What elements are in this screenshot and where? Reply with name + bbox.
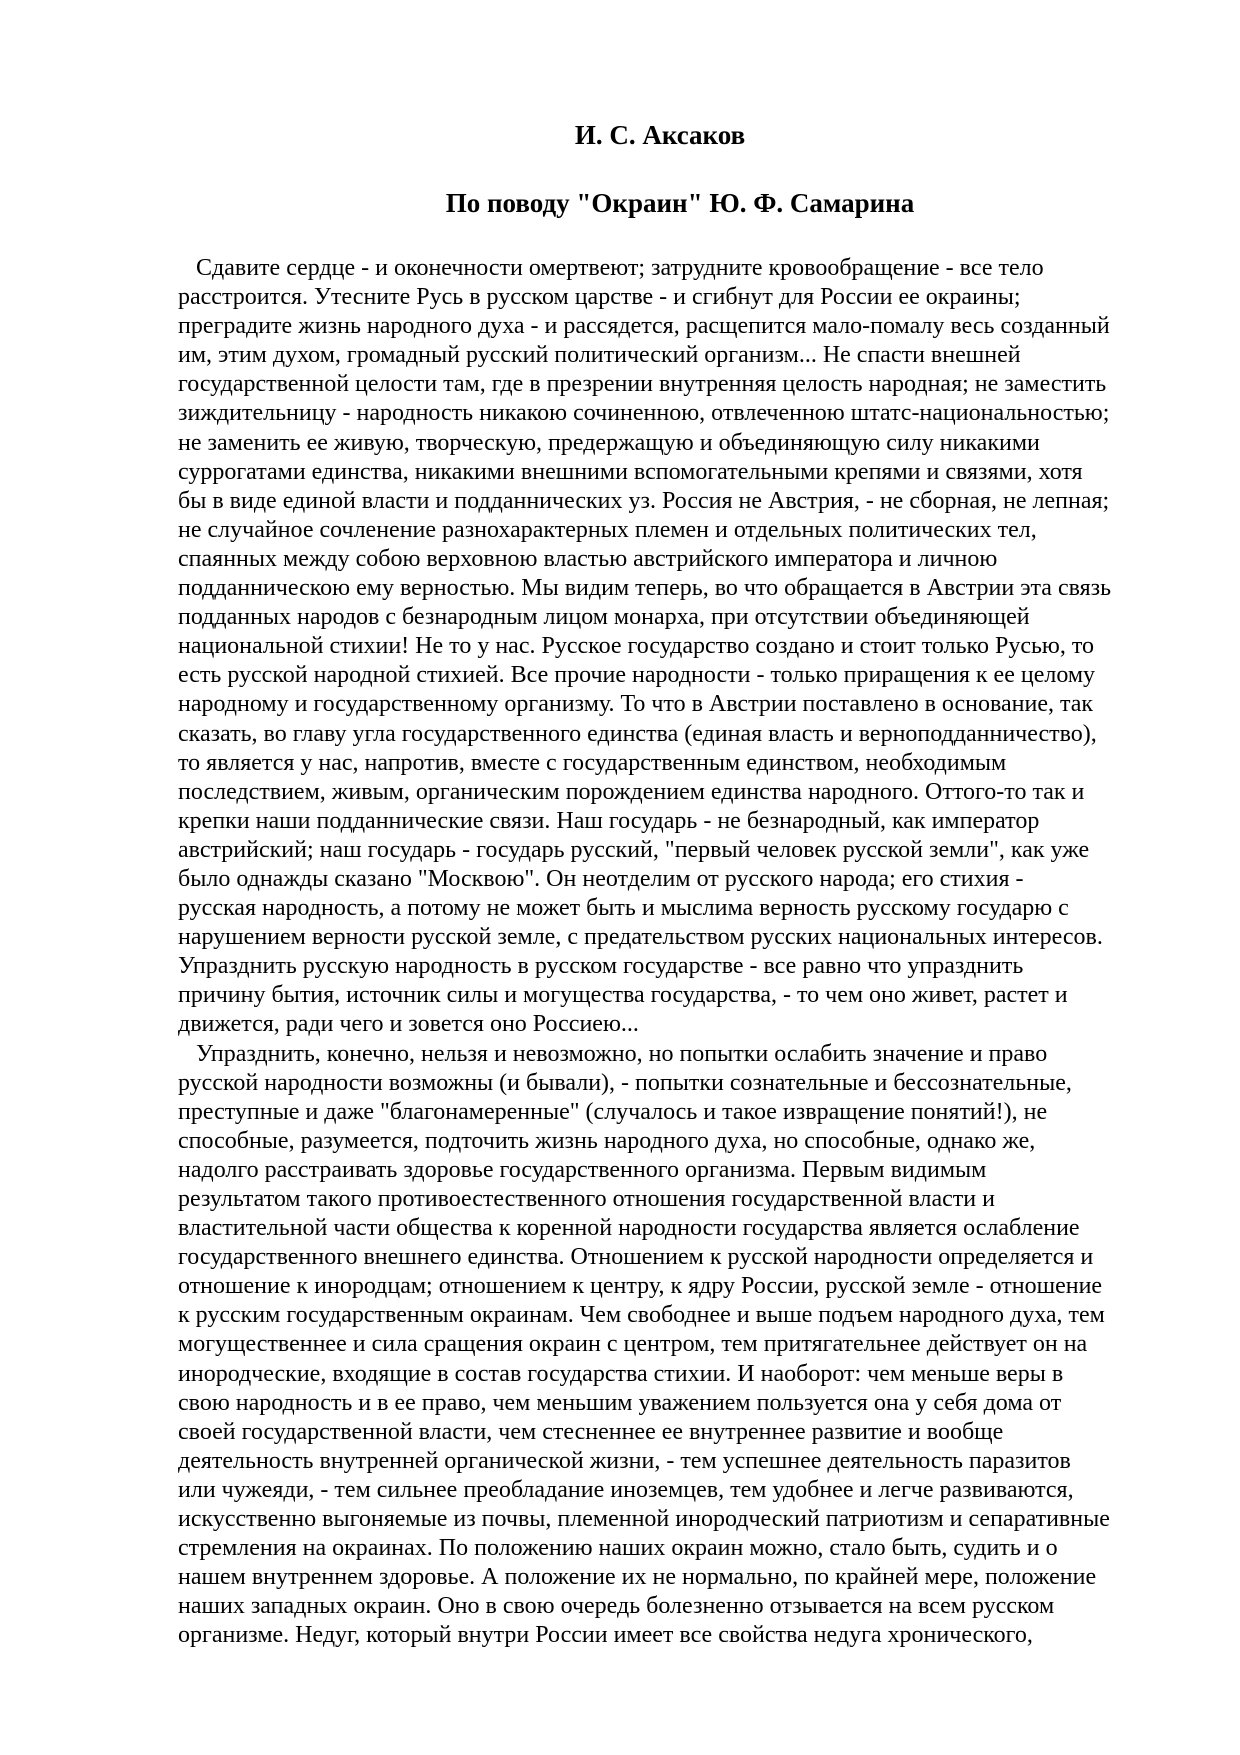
text-line: народному и государственному организму. То что в Австрии поставлено в основание, так [178, 691, 1094, 718]
text-line: есть русской народной стихией. Все прочие народности - только приращения к ее целому [178, 662, 1096, 689]
text-line: государственной целости там, где в презрении внутренняя целость народная; не заместить [178, 371, 1107, 398]
text-line: Сдавите сердце - и оконечности омертвеют; затрудните кровообращение - все тело [196, 255, 1044, 281]
article-title: По поводу "Окраин" Ю. Ф. Самарина [445, 188, 915, 218]
text-line: им, этим духом, громадный русский политический организм... Не спасти внешней [178, 342, 1021, 369]
text-line: нашем внутреннем здоровье. А положение их не нормально, по крайней мере, положение [178, 1564, 1097, 1591]
text-line: или чужеяди, - тем сильнее преобладание иноземцев, тем удобнее и легче развиваются, [178, 1476, 1074, 1503]
text-line: Упразднить, конечно, нельзя и невозможно, но попытки ослабить значение и право [196, 1040, 1048, 1067]
text-line: своей государственной власти, чем стесненнее ее внутреннее развитие и вообще [178, 1418, 1004, 1445]
text-line: могущественнее и сила сращения окраин с центром, тем притягательнее действует он на [178, 1331, 1088, 1358]
text-line: расстроится. Утесните Русь в русском царстве - и сгибнут для России ее окраины; [178, 284, 1021, 311]
text-line: сказать, во главу угла государственного единства (единая власть и верноподданничество), [178, 720, 1097, 747]
text-line: то является у нас, напротив, вместе с государственным единством, необходимым [178, 749, 1007, 776]
text-line: крепки наши подданнические связи. Наш государь - не безнародный, как император [178, 807, 1040, 834]
text-line: австрийский; наш государь - государь русский, "первый человек русской земли", как уже [178, 836, 1090, 863]
text-line: движется, ради чего и зовется оно Россиею... [178, 1011, 639, 1038]
text-line: инородческие, входящие в состав государства стихии. И наоборот: чем меньше веры в [178, 1360, 1064, 1387]
text-line: было однажды сказано "Москвою". Он неотделим от русского народа; его стихия - [178, 865, 1024, 892]
text-line: организме. Недуг, который внутри России имеет все свойства недуга хронического, [178, 1622, 1033, 1649]
text-line: преступные и даже "благонамеренные" (случалось и такое извращение понятий!), не [178, 1098, 1048, 1125]
text-line: властительной части общества к коренной народности государства является ослабление [178, 1215, 1080, 1242]
paragraph [178, 1040, 1178, 1651]
text-line: свою народность и в ее право, чем меньшим уважением пользуется она у себя дома от [178, 1389, 1062, 1416]
article-body [178, 254, 1178, 1651]
text-line: не случайное сочленение разнохарактерных племен и отдельных политических тел, [178, 516, 1037, 543]
text-line: нарушением верности русской земле, с предательством русских национальных интересов. [178, 924, 1103, 951]
text-line: деятельность внутренней органической жизни, - тем успешнее деятельность паразитов [178, 1447, 1071, 1474]
author-heading: И. С. Аксаков [574, 120, 746, 150]
text-line: не заменить ее живую, творческую, предержащую и объединяющую силу никакими [178, 429, 1040, 456]
text-line: Упразднить русскую народность в русском государстве - все равно что упразднить [178, 953, 1024, 980]
text-line: бы в виде единой власти и подданнических уз. Россия не Австрия, - не сборная, не лепная; [178, 487, 1110, 514]
text-line: русской народности возможны (и бывали), - попытки сознательные и бессознательные, [178, 1069, 1072, 1096]
text-line: зиждительницу - народность никакою сочиненною, отвлеченною штатс-национальностью; [178, 400, 1110, 427]
text-line: результатом такого противоестественного отношения государственной власти и [178, 1186, 995, 1212]
paragraph [178, 254, 1178, 1040]
text-line: преградите жизнь народного духа - и рассядется, расщепится мало-помалу весь созданный [178, 313, 1110, 340]
text-line: искусственно выгоняемые из почвы, племенной инородческий патриотизм и сепаративные [178, 1506, 1110, 1533]
text-line: суррогатами единства, никакими внешними вспомогательными крепями и связями, хотя [178, 458, 1083, 485]
text-line: последствием, живым, органическим порождением единства народного. Оттого-то так и [178, 778, 1085, 805]
text-line: стремления на окраинах. По положению наших окраин можно, стало быть, судить и о [178, 1535, 1058, 1562]
text-line: русская народность, а потому не может быть и мыслима верность русскому государю с [178, 895, 1069, 922]
text-line: спаянных между собою верховною властью австрийского императора и личною [178, 545, 998, 572]
text-line: национальной стихии! Не то у нас. Русское государство создано и стоит только Русью, то [178, 633, 1095, 660]
text-line: причину бытия, источник силы и могущества государства, - то чем оно живет, растет и [178, 982, 1068, 1009]
text-line: отношение к инородцам; отношением к центру, к ядру России, русской земле - отношение [178, 1273, 1103, 1300]
text-line: к русским государственным окраинам. Чем свободнее и выше подъем народного духа, тем [178, 1302, 1105, 1329]
text-line: государственного внешнего единства. Отношением к русской народности определяется и [178, 1244, 1094, 1271]
text-line: подданных народов с безнародным лицом монарха, при отсутствии объединяющей [178, 604, 1030, 631]
text-line: способные, разумеется, подточить жизнь народного духа, но способные, однако же, [178, 1127, 1036, 1154]
text-line: подданническою ему верностью. Мы видим теперь, во что обращается в Австрии эта связь [178, 575, 1112, 602]
text-line: наших западных окраин. Оно в свою очередь болезненно отзывается на всем русском [178, 1593, 1055, 1620]
text-line: надолго расстраивать здоровье государственного организма. Первым видимым [178, 1156, 987, 1183]
